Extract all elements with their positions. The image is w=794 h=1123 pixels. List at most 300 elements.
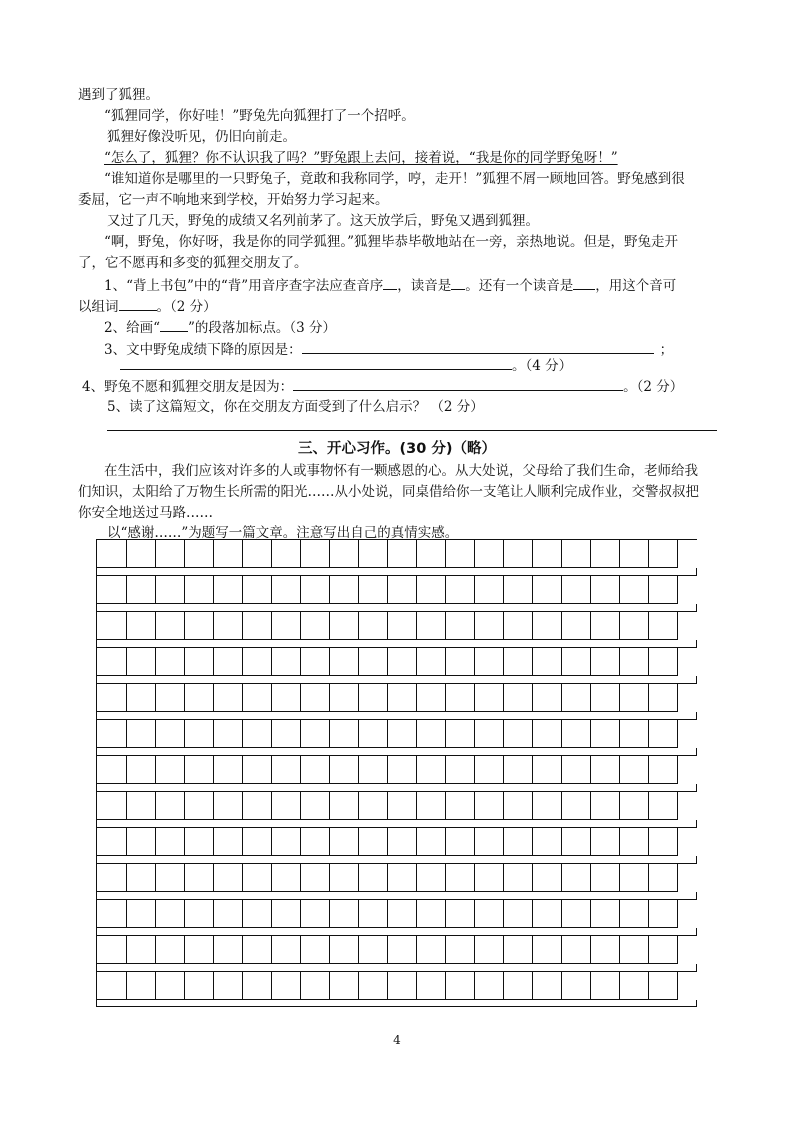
grid-cell[interactable] [359,648,388,676]
grid-cell[interactable] [214,720,243,748]
grid-cell[interactable] [272,540,301,568]
grid-cell[interactable] [620,828,649,856]
grid-cell[interactable] [127,936,156,964]
grid-cell[interactable] [97,648,127,676]
grid-cell[interactable] [359,972,388,1000]
grid-cell[interactable] [417,864,446,892]
grid-cell[interactable] [127,684,156,712]
grid-cell[interactable] [301,576,330,604]
grid-cell[interactable] [446,936,475,964]
grid-cell[interactable] [504,792,533,820]
grid-cell[interactable] [272,828,301,856]
question-1-text: 以组词 [78,299,119,315]
grid-cell[interactable] [301,720,330,748]
grid-cell[interactable] [504,828,533,856]
grid-row [96,575,697,604]
grid-cell[interactable] [562,900,591,928]
grid-cell[interactable] [475,684,504,712]
grid-cell[interactable] [591,864,620,892]
grid-cell[interactable] [620,648,649,676]
grid-cell[interactable] [504,864,533,892]
grid-cell[interactable] [272,684,301,712]
grid-cell[interactable] [562,612,591,640]
grid-row [96,899,697,928]
grid-cell[interactable] [243,720,272,748]
grid-cell[interactable] [272,792,301,820]
grid-cell[interactable] [649,720,678,748]
grid-cell[interactable] [562,756,591,784]
grid-cell[interactable] [446,864,475,892]
grid-cell[interactable] [330,756,359,784]
grid-cell[interactable] [388,648,417,676]
grid-cell[interactable] [591,756,620,784]
grid-cell[interactable] [156,576,185,604]
grid-cell[interactable] [243,756,272,784]
grid-cell[interactable] [359,936,388,964]
grid-cell[interactable] [156,540,185,568]
grid-cell[interactable] [359,756,388,784]
question-1-text: ，用这个音可 [595,278,677,294]
grid-cell[interactable] [301,540,330,568]
grid-row-gap [96,784,697,791]
grid-cell[interactable] [446,756,475,784]
grid-cell[interactable] [417,612,446,640]
grid-cell[interactable] [301,936,330,964]
grid-cell[interactable] [214,900,243,928]
grid-cell[interactable] [388,828,417,856]
grid-cell[interactable] [214,864,243,892]
grid-cell[interactable] [97,540,127,568]
grid-cell[interactable] [417,936,446,964]
essay-prompt: 以“感谢……”为题写一篇文章。注意写出自己的真情实感。 [107,525,459,541]
grid-cell[interactable] [591,900,620,928]
grid-cell[interactable] [388,936,417,964]
grid-cell[interactable] [562,792,591,820]
question-4 [82,377,683,396]
grid-cell[interactable] [214,540,243,568]
grid-cell[interactable] [330,828,359,856]
grid-cell[interactable] [185,576,214,604]
grid-cell[interactable] [359,720,388,748]
grid-cell[interactable] [388,792,417,820]
grid-cell[interactable] [533,612,562,640]
grid-row [96,719,697,748]
grid-cell[interactable] [301,792,330,820]
grid-cell[interactable] [359,576,388,604]
grid-cell[interactable] [97,576,127,604]
grid-cell[interactable] [388,684,417,712]
grid-cell[interactable] [562,576,591,604]
answer-blank[interactable] [120,356,512,370]
grid-cell[interactable] [504,720,533,748]
grid-cell[interactable] [185,720,214,748]
grid-cell[interactable] [330,792,359,820]
grid-cell[interactable] [156,648,185,676]
grid-row-gap [96,604,697,611]
grid-cell[interactable] [620,864,649,892]
grid-cell[interactable] [214,936,243,964]
grid-cell[interactable] [185,792,214,820]
grid-cell[interactable] [185,864,214,892]
grid-cell[interactable] [591,684,620,712]
grid-cell[interactable] [620,972,649,1000]
grid-cell[interactable] [388,576,417,604]
grid-cell[interactable] [185,756,214,784]
grid-cell[interactable] [388,864,417,892]
grid-cell[interactable] [446,576,475,604]
grid-cell[interactable] [591,540,620,568]
grid-cell[interactable] [156,972,185,1000]
grid-cell[interactable] [620,720,649,748]
story-paragraph: 又过了几天，野兔的成绩又名列前茅了。这天放学后，野兔又遇到狐狸。 [107,213,539,229]
grid-cell[interactable] [127,828,156,856]
grid-row [96,683,697,712]
grid-cell[interactable] [504,648,533,676]
grid-cell[interactable] [388,720,417,748]
grid-cell[interactable] [388,900,417,928]
grid-cell[interactable] [562,936,591,964]
grid-cell[interactable] [591,576,620,604]
grid-cell[interactable] [562,720,591,748]
section-title: 三、开心习作。(30 分)（略） [298,441,496,457]
grid-cell[interactable] [620,684,649,712]
grid-cell[interactable] [301,900,330,928]
grid-cell[interactable] [185,648,214,676]
question-4-text: 。（2 分） [623,379,684,395]
grid-cell[interactable] [97,612,127,640]
grid-cell[interactable] [301,684,330,712]
grid-row-gap [96,964,697,971]
grid-cell[interactable] [272,648,301,676]
grid-cell[interactable] [156,684,185,712]
grid-cell[interactable] [475,936,504,964]
grid-cell[interactable] [156,864,185,892]
grid-cell[interactable] [243,576,272,604]
grid-cell[interactable] [446,972,475,1000]
grid-cell[interactable] [97,684,127,712]
grid-cell[interactable] [330,540,359,568]
grid-cell[interactable] [214,792,243,820]
grid-cell[interactable] [504,900,533,928]
grid-cell[interactable] [127,612,156,640]
grid-cell[interactable] [127,540,156,568]
grid-cell[interactable] [533,972,562,1000]
grid-cell[interactable] [475,576,504,604]
grid-cell[interactable] [475,648,504,676]
grid-row [96,539,697,568]
grid-cell[interactable] [359,828,388,856]
grid-cell[interactable] [533,756,562,784]
grid-cell[interactable] [243,540,272,568]
grid-cell[interactable] [214,972,243,1000]
grid-cell[interactable] [97,792,127,820]
grid-cell[interactable] [127,972,156,1000]
grid-cell[interactable] [649,936,678,964]
grid-cell[interactable] [243,972,272,1000]
grid-cell[interactable] [504,972,533,1000]
grid-cell[interactable] [185,936,214,964]
grid-cell[interactable] [446,540,475,568]
grid-cell[interactable] [388,756,417,784]
grid-cell[interactable] [591,972,620,1000]
underline-sample [160,318,188,332]
grid-cell[interactable] [475,792,504,820]
grid-cell[interactable] [272,936,301,964]
grid-cell[interactable] [243,612,272,640]
grid-cell[interactable] [649,828,678,856]
grid-cell[interactable] [97,720,127,748]
grid-cell[interactable] [214,612,243,640]
grid-cell[interactable] [504,684,533,712]
grid-cell[interactable] [620,792,649,820]
grid-cell[interactable] [330,648,359,676]
grid-cell[interactable] [446,612,475,640]
grid-cell[interactable] [243,936,272,964]
grid-cell[interactable] [649,972,678,1000]
grid-cell[interactable] [330,576,359,604]
grid-cell[interactable] [185,900,214,928]
grid-cell[interactable] [272,576,301,604]
grid-cell[interactable] [243,864,272,892]
grid-cell[interactable] [127,648,156,676]
grid-cell[interactable] [504,576,533,604]
grid-cell[interactable] [388,540,417,568]
grid-cell[interactable] [533,540,562,568]
grid-cell[interactable] [97,900,127,928]
grid-cell[interactable] [620,576,649,604]
grid-cell[interactable] [620,936,649,964]
grid-cell[interactable] [272,864,301,892]
grid-cell[interactable] [649,684,678,712]
grid-cell[interactable] [243,648,272,676]
grid-cell[interactable] [359,900,388,928]
grid-cell[interactable] [214,576,243,604]
grid-cell[interactable] [330,864,359,892]
grid-cell[interactable] [417,756,446,784]
grid-cell[interactable] [272,756,301,784]
grid-cell[interactable] [185,828,214,856]
answer-blank[interactable] [383,276,397,290]
grid-cell[interactable] [475,900,504,928]
grid-cell[interactable] [243,828,272,856]
grid-cell[interactable] [359,540,388,568]
answer-blank[interactable] [119,297,157,311]
grid-cell[interactable] [359,864,388,892]
story-paragraph: 委屈，它一声不响地来到学校，开始努力学习起来。 [78,192,389,208]
grid-cell[interactable] [649,756,678,784]
question-3-cont [120,356,572,375]
grid-cell[interactable] [446,720,475,748]
writing-grid[interactable] [96,539,697,1007]
grid-cell[interactable] [301,648,330,676]
grid-cell[interactable] [446,684,475,712]
grid-cell[interactable] [446,648,475,676]
grid-cell[interactable] [649,540,678,568]
grid-cell[interactable] [243,684,272,712]
grid-cell[interactable] [475,972,504,1000]
grid-row [96,791,697,820]
grid-cell[interactable] [504,612,533,640]
grid-cell[interactable] [301,864,330,892]
grid-cell[interactable] [156,612,185,640]
grid-cell[interactable] [562,684,591,712]
grid-cell[interactable] [417,972,446,1000]
grid-cell[interactable] [156,936,185,964]
grid-cell[interactable] [649,648,678,676]
grid-cell[interactable] [330,972,359,1000]
grid-cell[interactable] [301,612,330,640]
grid-row-gap [96,640,697,647]
grid-cell[interactable] [591,936,620,964]
grid-cell[interactable] [475,828,504,856]
grid-cell[interactable] [185,684,214,712]
grid-cell[interactable] [127,864,156,892]
grid-cell[interactable] [330,900,359,928]
grid-cell[interactable] [591,828,620,856]
question-1-text: ，读音是 [397,278,452,294]
grid-cell[interactable] [591,612,620,640]
grid-cell[interactable] [272,900,301,928]
grid-cell[interactable] [649,576,678,604]
grid-cell[interactable] [97,756,127,784]
grid-cell[interactable] [417,540,446,568]
grid-row [96,611,697,640]
grid-cell[interactable] [388,612,417,640]
grid-cell[interactable] [97,864,127,892]
grid-cell[interactable] [591,792,620,820]
grid-cell[interactable] [127,792,156,820]
grid-cell[interactable] [475,612,504,640]
grid-cell[interactable] [417,720,446,748]
grid-cell[interactable] [620,540,649,568]
answer-blank[interactable] [302,340,654,354]
grid-cell[interactable] [649,864,678,892]
grid-cell[interactable] [475,540,504,568]
grid-cell[interactable] [97,972,127,1000]
grid-cell[interactable] [359,612,388,640]
grid-cell[interactable] [533,900,562,928]
grid-cell[interactable] [533,792,562,820]
grid-cell[interactable] [359,684,388,712]
grid-cell[interactable] [417,792,446,820]
grid-cell[interactable] [562,648,591,676]
grid-row-gap [96,820,697,827]
grid-row-gap [96,856,697,863]
grid-cell[interactable] [562,972,591,1000]
grid-cell[interactable] [591,720,620,748]
grid-cell[interactable] [533,828,562,856]
grid-cell[interactable] [97,828,127,856]
grid-cell[interactable] [475,720,504,748]
grid-cell[interactable] [620,612,649,640]
grid-cell[interactable] [533,864,562,892]
story-paragraph: “谁知道你是哪里的一只野兔子，竟敢和我称同学，哼，走开！”狐狸不屑一顾地回答。野兔感到很 [104,171,685,187]
grid-cell[interactable] [446,900,475,928]
grid-cell[interactable] [127,900,156,928]
grid-cell[interactable] [533,720,562,748]
grid-cell[interactable] [504,756,533,784]
answer-blank[interactable] [573,276,595,290]
grid-cell[interactable] [185,972,214,1000]
grid-cell[interactable] [272,612,301,640]
grid-cell[interactable] [417,900,446,928]
grid-cell[interactable] [533,684,562,712]
grid-cell[interactable] [446,792,475,820]
grid-cell[interactable] [562,828,591,856]
grid-cell[interactable] [97,936,127,964]
answer-blank[interactable] [293,377,623,391]
grid-cell[interactable] [272,720,301,748]
grid-cell[interactable] [127,720,156,748]
grid-row [96,863,697,892]
grid-row [96,827,697,856]
grid-cell[interactable] [156,720,185,748]
grid-cell[interactable] [156,900,185,928]
grid-cell[interactable] [301,828,330,856]
grid-cell[interactable] [562,540,591,568]
grid-cell[interactable] [156,792,185,820]
grid-cell[interactable] [330,720,359,748]
grid-cell[interactable] [446,828,475,856]
grid-cell[interactable] [620,900,649,928]
grid-cell[interactable] [301,756,330,784]
essay-intro: 们知识，太阳给了万物生长所需的阳光……从小处说，同桌借给你一支笔让人顺利完成作业，交警叔叔把 [78,484,699,500]
grid-cell[interactable] [533,936,562,964]
answer-blank[interactable] [451,276,465,290]
grid-cell[interactable] [649,792,678,820]
grid-cell[interactable] [214,828,243,856]
grid-cell[interactable] [185,540,214,568]
grid-cell[interactable] [243,900,272,928]
grid-cell[interactable] [156,828,185,856]
grid-cell[interactable] [214,648,243,676]
grid-cell[interactable] [417,648,446,676]
grid-cell[interactable] [417,684,446,712]
grid-row-gap [96,892,697,899]
grid-cell[interactable] [504,936,533,964]
grid-cell[interactable] [417,828,446,856]
grid-cell[interactable] [504,540,533,568]
grid-cell[interactable] [127,756,156,784]
grid-cell[interactable] [272,972,301,1000]
grid-cell[interactable] [475,864,504,892]
grid-cell[interactable] [330,684,359,712]
grid-cell[interactable] [301,972,330,1000]
grid-cell[interactable] [127,576,156,604]
grid-cell[interactable] [533,648,562,676]
grid-cell[interactable] [533,576,562,604]
grid-cell[interactable] [330,612,359,640]
grid-cell[interactable] [620,756,649,784]
grid-cell[interactable] [185,612,214,640]
grid-row-gap [96,1000,697,1007]
grid-cell[interactable] [475,756,504,784]
grid-cell[interactable] [156,756,185,784]
grid-cell[interactable] [359,792,388,820]
grid-cell[interactable] [243,792,272,820]
grid-cell[interactable] [214,756,243,784]
grid-cell[interactable] [214,684,243,712]
story-paragraph: “啊，野兔，你好呀，我是你的同学狐狸。”狐狸毕恭毕敬地站在一旁，亲热地说。但是，野兔走开 [104,234,679,250]
grid-cell[interactable] [388,972,417,1000]
answer-line[interactable] [107,430,717,431]
grid-cell[interactable] [591,648,620,676]
grid-cell[interactable] [649,900,678,928]
grid-cell[interactable] [649,612,678,640]
grid-cell[interactable] [417,576,446,604]
grid-cell[interactable] [562,864,591,892]
grid-cell[interactable] [330,936,359,964]
